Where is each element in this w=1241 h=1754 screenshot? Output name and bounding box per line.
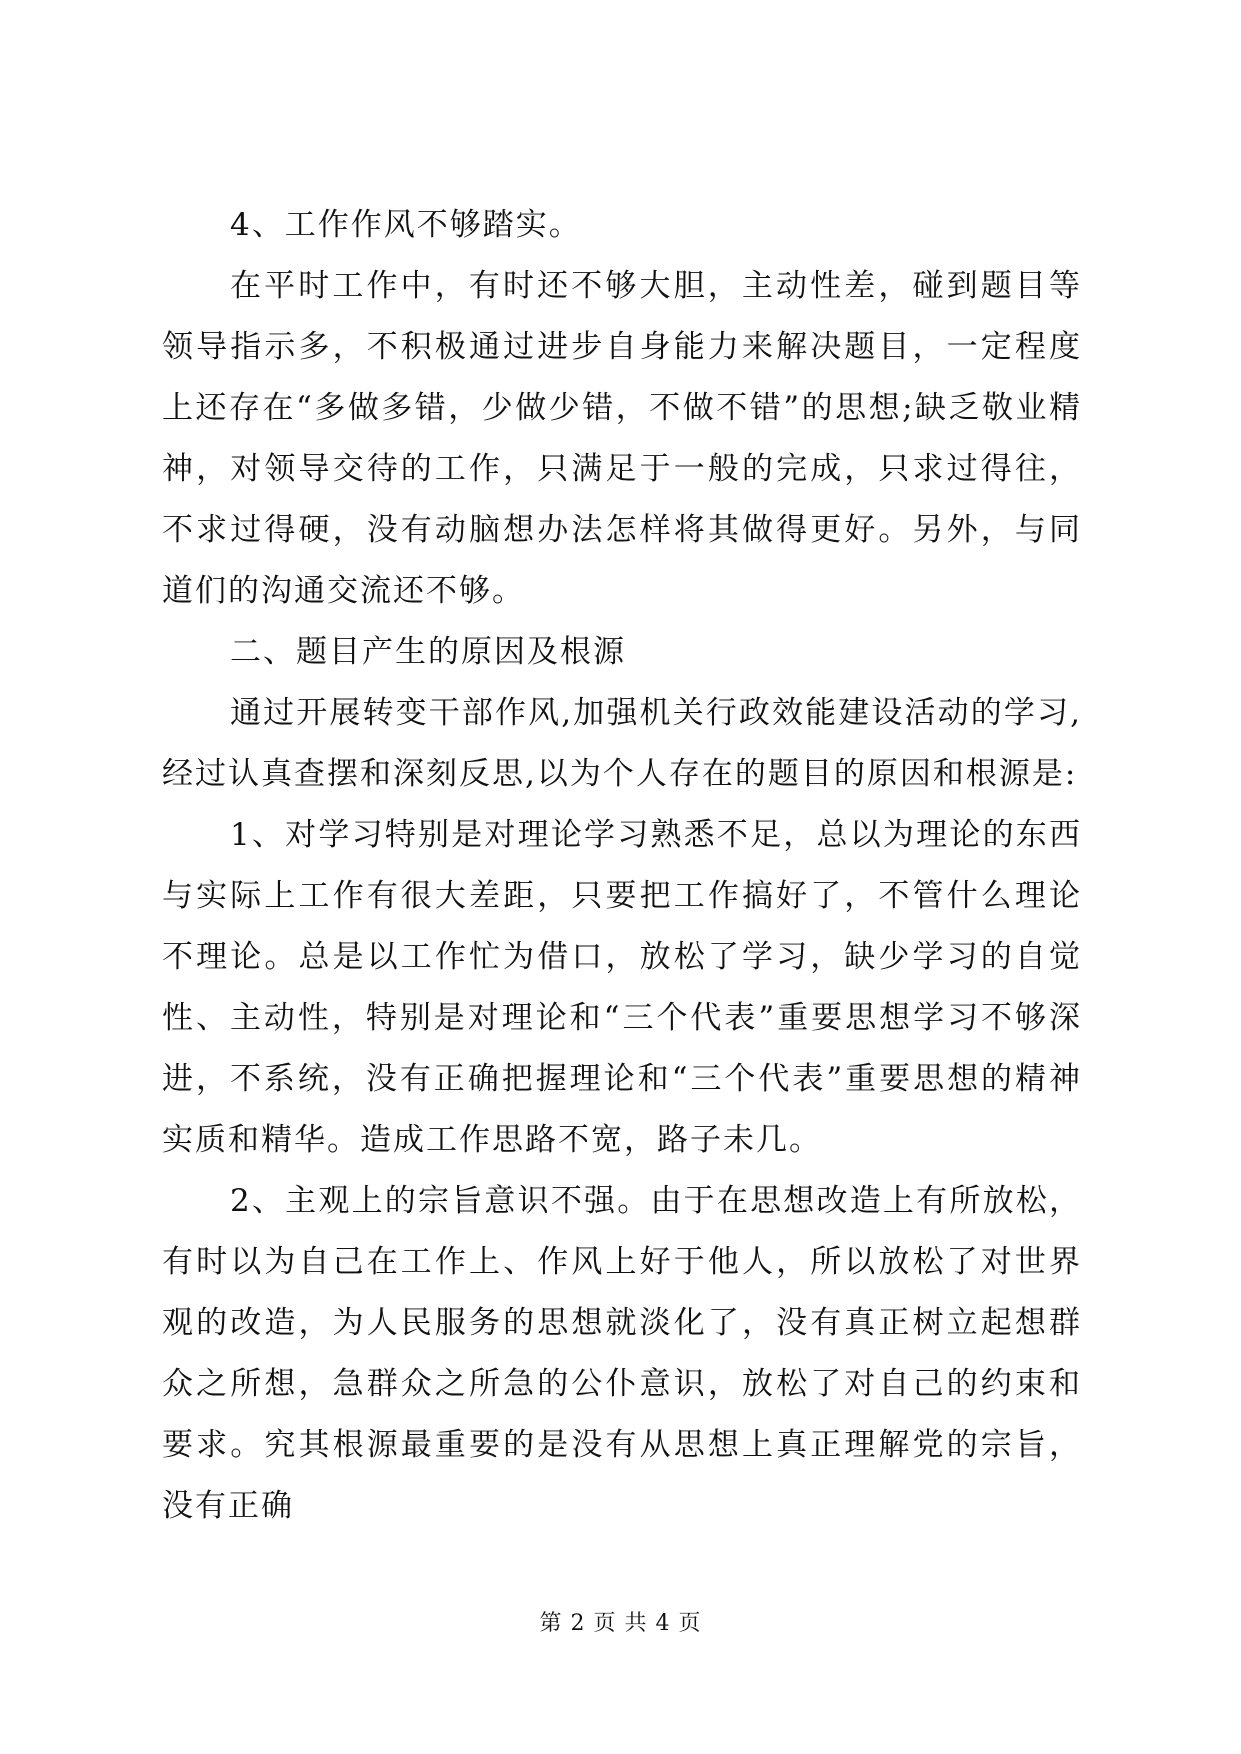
paragraph-cause-2: 2、主观上的宗旨意识不强。由于在思想改造上有所放松，有时以为自己在工作上、作风上好于他人，所以放松了对世界观的改造，为人民服务的思想就淡化了，没有真正树立起想群众之所想，急群众之所急的公仆意识，放松了对自己的约束和要求。究其根源最重要的是没有从思想上真正理解党的宗旨，没有正确 xyxy=(162,1183,1082,1524)
document-body xyxy=(162,195,1082,1537)
paragraph-part-2-intro: 通过开展转变干部作风,加强机关行政效能建设活动的学习,经过认真查摆和深刻反思,以为个人存在的题目的原因和根源是: xyxy=(162,695,1082,792)
paragraph-section-4-heading: 4、工作作风不够踏实。 xyxy=(230,207,582,243)
paragraph-part-2-heading: 二、题目产生的原因及根源 xyxy=(230,634,626,670)
paragraph-section-4-body: 在平时工作中，有时还不够大胆，主动性差，碰到题目等领导指示多，不积极通过进步自身能力来解决题目，一定程度上还存在“多做多错，少做少错，不做不错”的思想;缺乏敬业精神，对领导交待的工作，只满足于一般的完成，只求过得往，不求过得硬，没有动脑想办法怎样将其做得更好。另外，与同道们的沟通交流还不够。 xyxy=(162,268,1082,609)
paragraph-cause-1: 1、对学习特别是对理论学习熟悉不足，总以为理论的东西与实际上工作有很大差距，只要把工作搞好了，不管什么理论不理论。总是以工作忙为借口，放松了学习，缺少学习的自觉性、主动性，特别是对理论和“三个代表”重要思想学习不够深进，不系统，没有正确把握理论和“三个代表”重要思想的精神实质和精华。造成工作思路不宽，路子未几。 xyxy=(162,817,1082,1158)
page-number-footer: 第 2 页 共 4 页 xyxy=(539,1611,702,1636)
